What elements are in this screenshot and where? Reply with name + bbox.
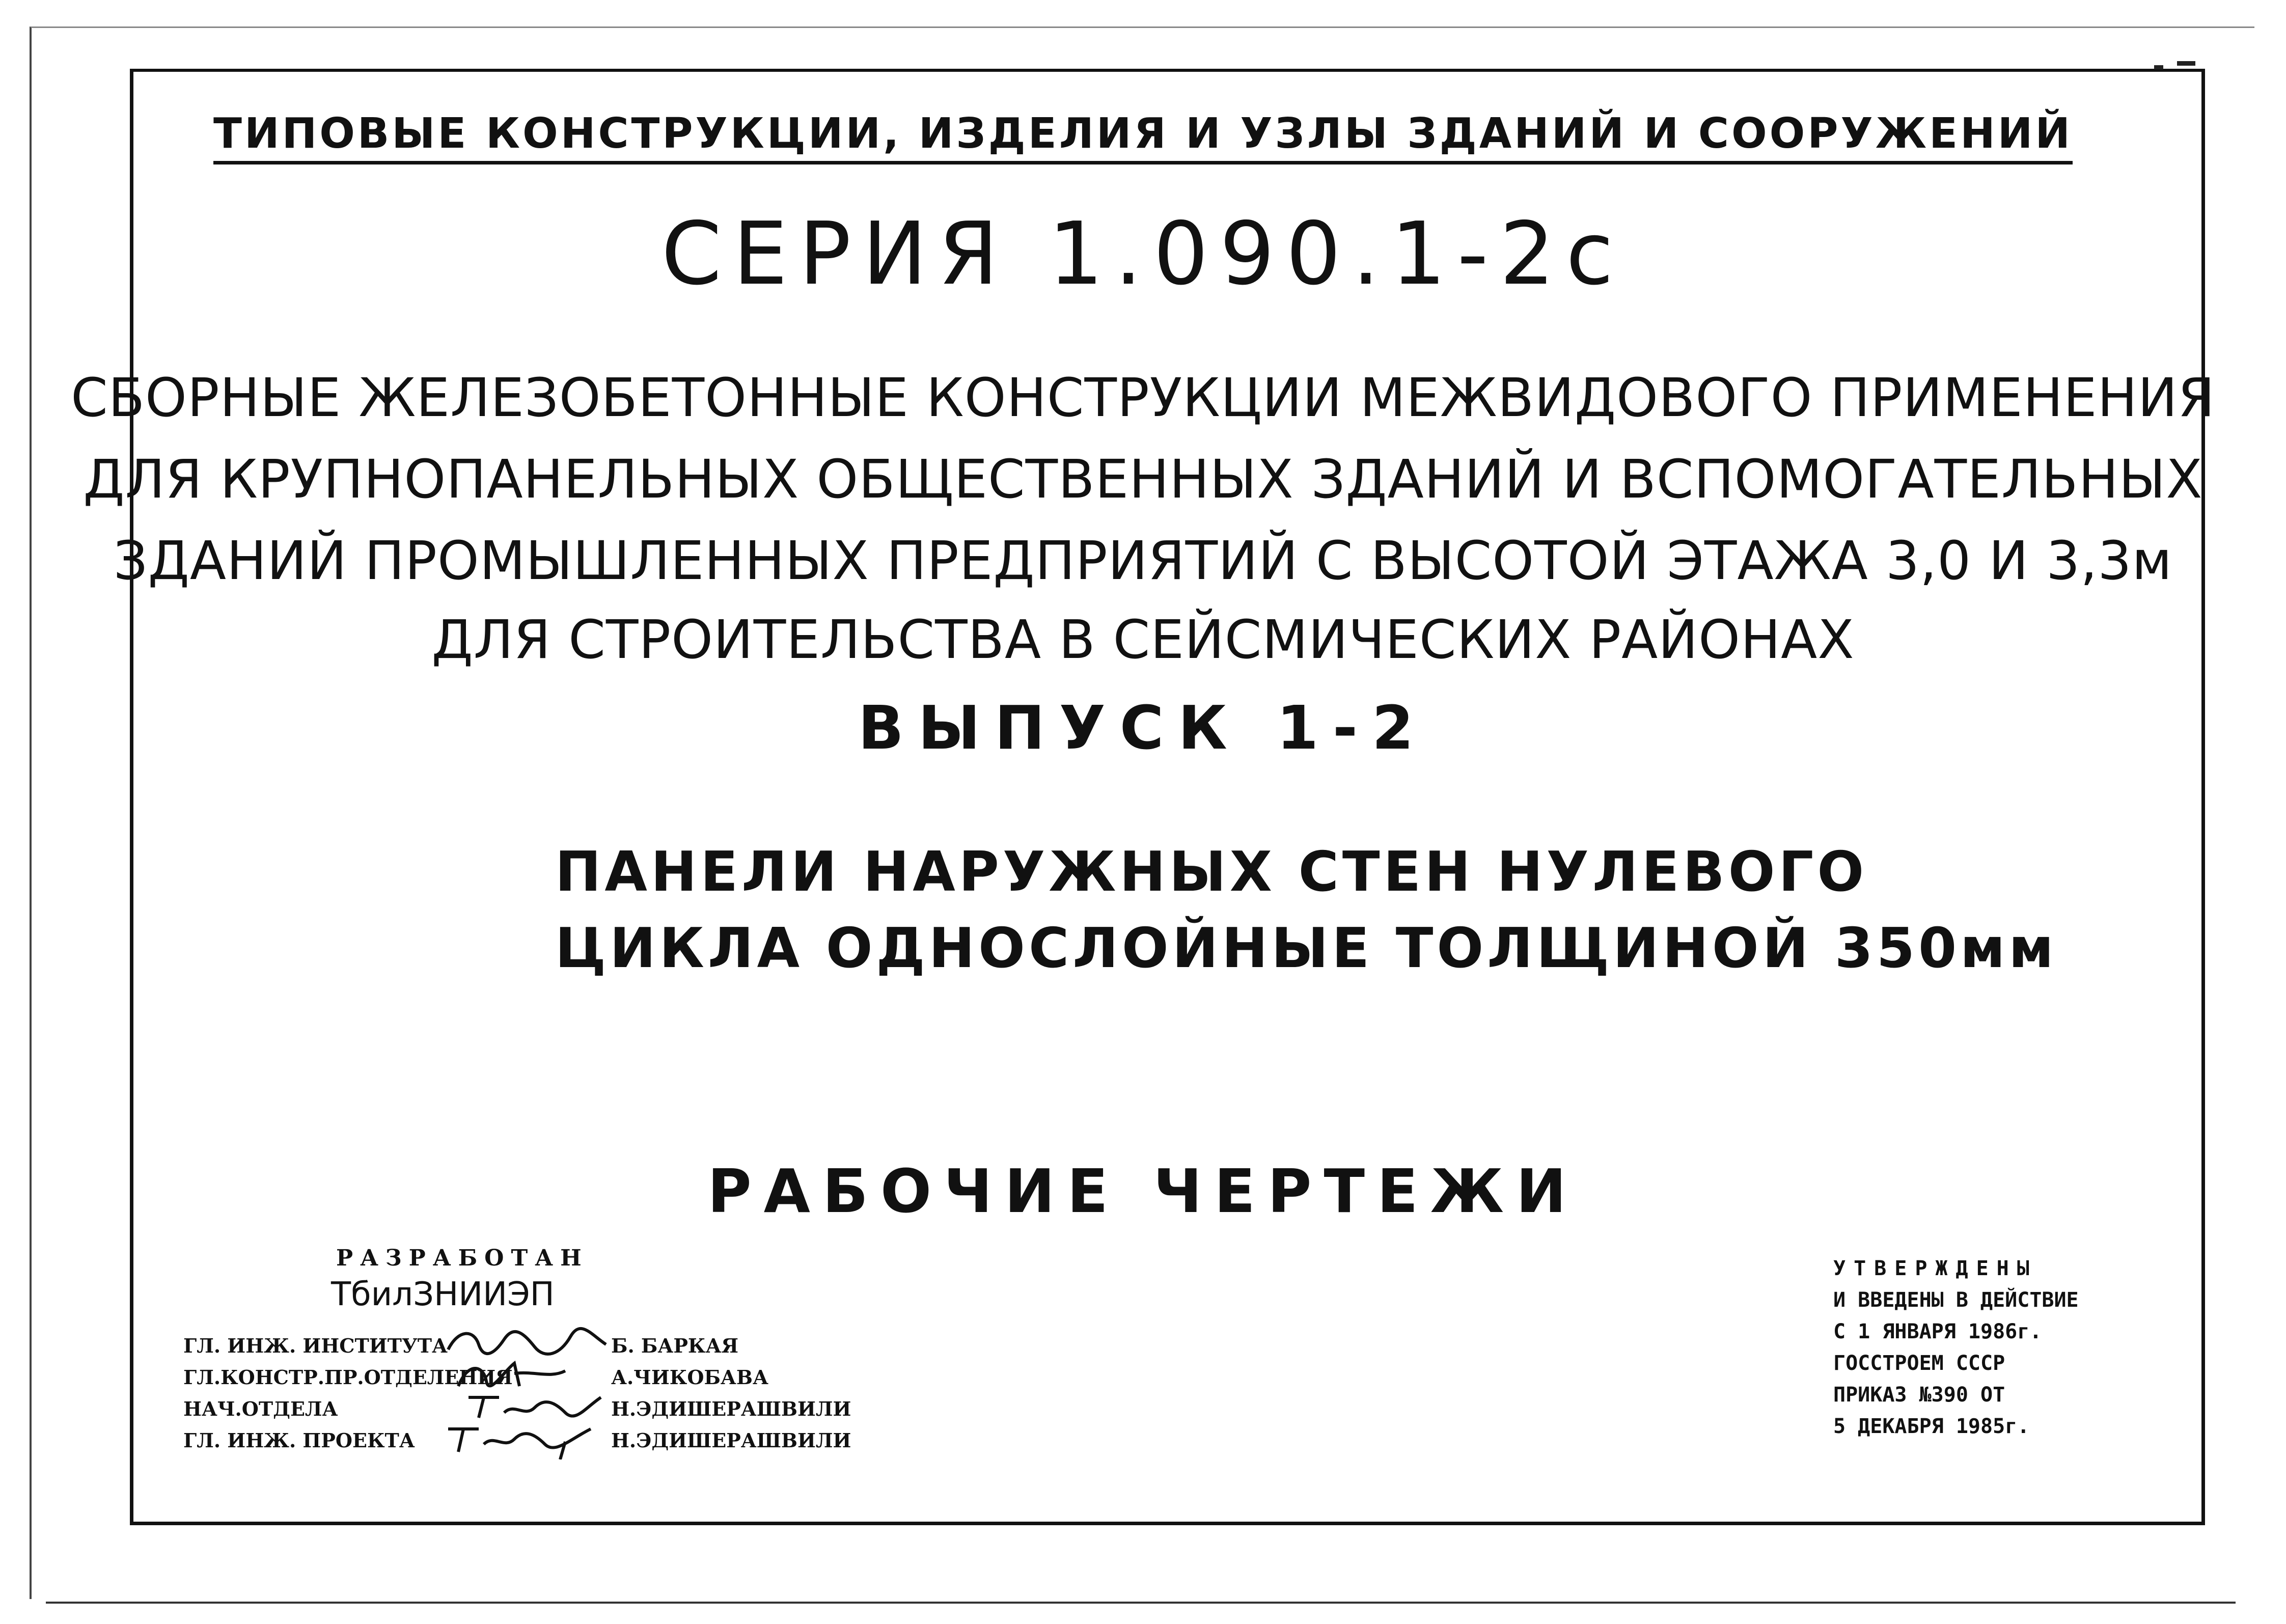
staff-list xyxy=(183,1334,851,1461)
approval-line: ГОССТРОЕМ СССР xyxy=(1833,1352,2005,1375)
description-line-4: ДЛЯ СТРОИТЕЛЬСТВА В СЕЙСМИЧЕСКИХ РАЙОНАХ xyxy=(431,609,1855,671)
staff-name: А.ЧИКОБАВА xyxy=(611,1366,768,1389)
staff-name: Н.ЭДИШЕРАШВИЛИ xyxy=(611,1429,851,1452)
approval-line: УТВЕРЖДЕНЫ xyxy=(1833,1257,2037,1280)
series-title: СЕРИЯ 1.090.1-2с xyxy=(661,204,1625,305)
description-line-1: СБОРНЫЕ ЖЕЛЕЗОБЕТОННЫЕ КОНСТРУКЦИИ МЕЖВИДОВОГО ПРИМЕНЕНИЯ xyxy=(71,367,2215,429)
issue-number: ВЫПУСК 1-2 xyxy=(858,693,1428,763)
approval-line: С 1 ЯНВАРЯ 1986г. xyxy=(1833,1320,2042,1343)
staff-row xyxy=(183,1429,851,1461)
staff-name: Н.ЭДИШЕРАШВИЛИ xyxy=(611,1397,851,1420)
developer-org: ТбилЗНИИЭП xyxy=(331,1276,555,1313)
staff-name: Б. БАРКАЯ xyxy=(611,1334,738,1357)
panel-title-line-1: ПАНЕЛИ НАРУЖНЫХ СТЕН НУЛЕВОГО xyxy=(555,840,1868,904)
approval-line: И ВВЕДЕНЫ В ДЕЙСТВИЕ xyxy=(1833,1288,2079,1312)
scan-speck xyxy=(2154,65,2163,69)
description-line-3: ЗДАНИЙ ПРОМЫШЛЕННЫХ ПРЕДПРИЯТИЙ С ВЫСОТОЙ ЭТАЖА 3,0 И 3,3м xyxy=(113,530,2172,592)
staff-position: ГЛ.КОНСТР.ПР.ОТДЕЛЕНИЯ xyxy=(183,1366,513,1389)
header-line: ТИПОВЫЕ КОНСТРУКЦИИ, ИЗДЕЛИЯ И УЗЛЫ ЗДАНИЙ И СООРУЖЕНИЙ xyxy=(0,109,2286,158)
document-type: РАБОЧИЕ ЧЕРТЕЖИ xyxy=(707,1156,1579,1226)
outer-border-bottom xyxy=(46,1602,2236,1604)
developer-label: РАЗРАБОТАН xyxy=(336,1245,589,1271)
approval-block xyxy=(1833,1253,2079,1442)
signature-icon xyxy=(438,1414,611,1460)
staff-position: ГЛ. ИНЖ. ИНСТИТУТА xyxy=(183,1334,448,1357)
panel-title-line-2: ЦИКЛА ОДНОСЛОЙНЫЕ ТОЛЩИНОЙ 350мм xyxy=(555,917,2057,980)
staff-position: ГЛ. ИНЖ. ПРОЕКТА xyxy=(183,1429,415,1452)
approval-line: 5 ДЕКАБРЯ 1985г. xyxy=(1833,1415,2030,1438)
description-line-2: ДЛЯ КРУПНОПАНЕЛЬНЫХ ОБЩЕСТВЕННЫХ ЗДАНИЙ И ВСПОМОГАТЕЛЬНЫХ xyxy=(83,448,2203,510)
scan-speck xyxy=(2177,61,2195,66)
approval-line: ПРИКАЗ №390 ОТ xyxy=(1833,1383,2005,1407)
staff-position: НАЧ.ОТДЕЛА xyxy=(183,1397,338,1420)
